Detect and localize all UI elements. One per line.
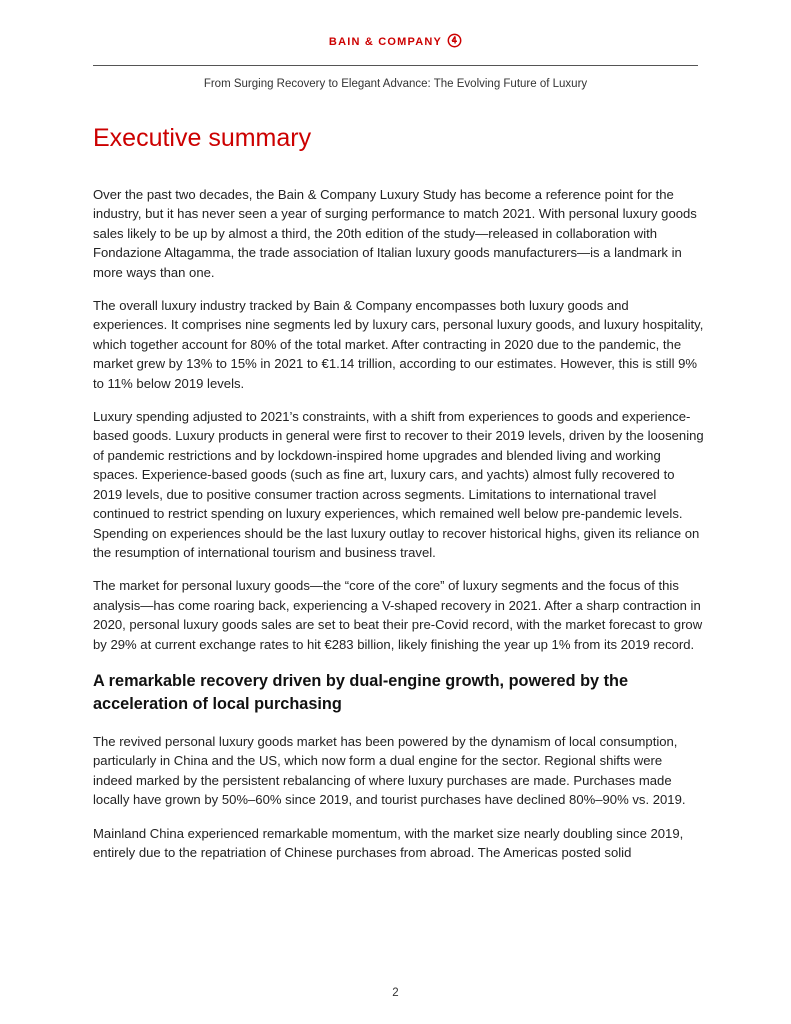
brand-logo (0, 35, 791, 49)
section-heading: A remarkable recovery driven by dual-engine growth, powered by the acceleration of local purchasing (93, 671, 629, 713)
body-paragraph: Luxury spending adjusted to 2021’s constraints, with a shift from experiences to goods and experience-based goods. Luxury products in general were first to recover to their 2019 levels, driven by the loosening of pandemic restrictions and by lockdown-inspired home upgrades and blended living and working spaces. Experience-based goods (such as fine art, luxury cars, and yachts) almost fully recovered to 2019 levels, due to positive consumer traction across segments. Limitations to international travel continued to restrict spending on luxury experiences, which remained well below pre-pandemic levels. Spending on experiences should be the last luxury outlay to recover historical highs, given its reliance on the resumption of international tourism and business travel. (93, 409, 704, 560)
main-content (93, 122, 705, 862)
brand-wordmark: BAIN & COMPANY (328, 36, 443, 48)
body-paragraph: The overall luxury industry tracked by Bain & Company encompasses both luxury goods and experiences. It comprises nine segments led by luxury cars, personal luxury goods, and luxury hospitality, which together account for 80% of the total market. After contracting in 2020 due to the pandemic, the market grew by 13% to 15% in 2021 to €1.14 trillion, according to our estimates. However, this is still 9% to 11% below 2019 levels. (93, 298, 704, 391)
bain-logo-icon (447, 33, 462, 48)
body-paragraph: Mainland China experienced remarkable momentum, with the market size nearly doubling since 2019, entirely due to the repatriation of Chinese purchases from abroad. The Americas posted solid (93, 825, 684, 860)
header-divider (93, 65, 698, 66)
body-paragraph: The revived personal luxury goods market has been powered by the dynamism of local consumption, particularly in China and the US, which now form a dual engine for the sector. Regional shifts were indeed marked by the persistent rebalancing of where luxury purchases are made. Purchases made locally have grown by 50%–60% since 2019, and tourist purchases have declined 80%–90% vs. 2019. (93, 733, 686, 808)
page-title: Executive summary (93, 124, 312, 152)
body-paragraph: The market for personal luxury goods—the “core of the core” of luxury segments and the focus of this analysis—has come roaring back, experiencing a V-shaped recovery in 2021. After a sharp contraction in 2020, personal luxury goods sales are set to beat their pre-Covid record, with the market forecast to grow by 29% at current exchange rates to hit €283 billion, likely finishing the year up 1% from its 2019 record. (93, 578, 703, 652)
page-number: 2 (392, 987, 399, 999)
running-head: From Surging Recovery to Elegant Advance: The Evolving Future of Luxury (203, 78, 588, 90)
body-paragraph: Over the past two decades, the Bain & Company Luxury Study has become a reference point for the industry, but it has never seen a year of surging performance to match 2021. With personal luxury goods sales likely to be up by almost a third, the 20th edition of the study—released in collaboration with Fondazione Altagamma, the trade association of Italian luxury goods manufacturers—is a landmark in more ways than one. (93, 187, 697, 280)
